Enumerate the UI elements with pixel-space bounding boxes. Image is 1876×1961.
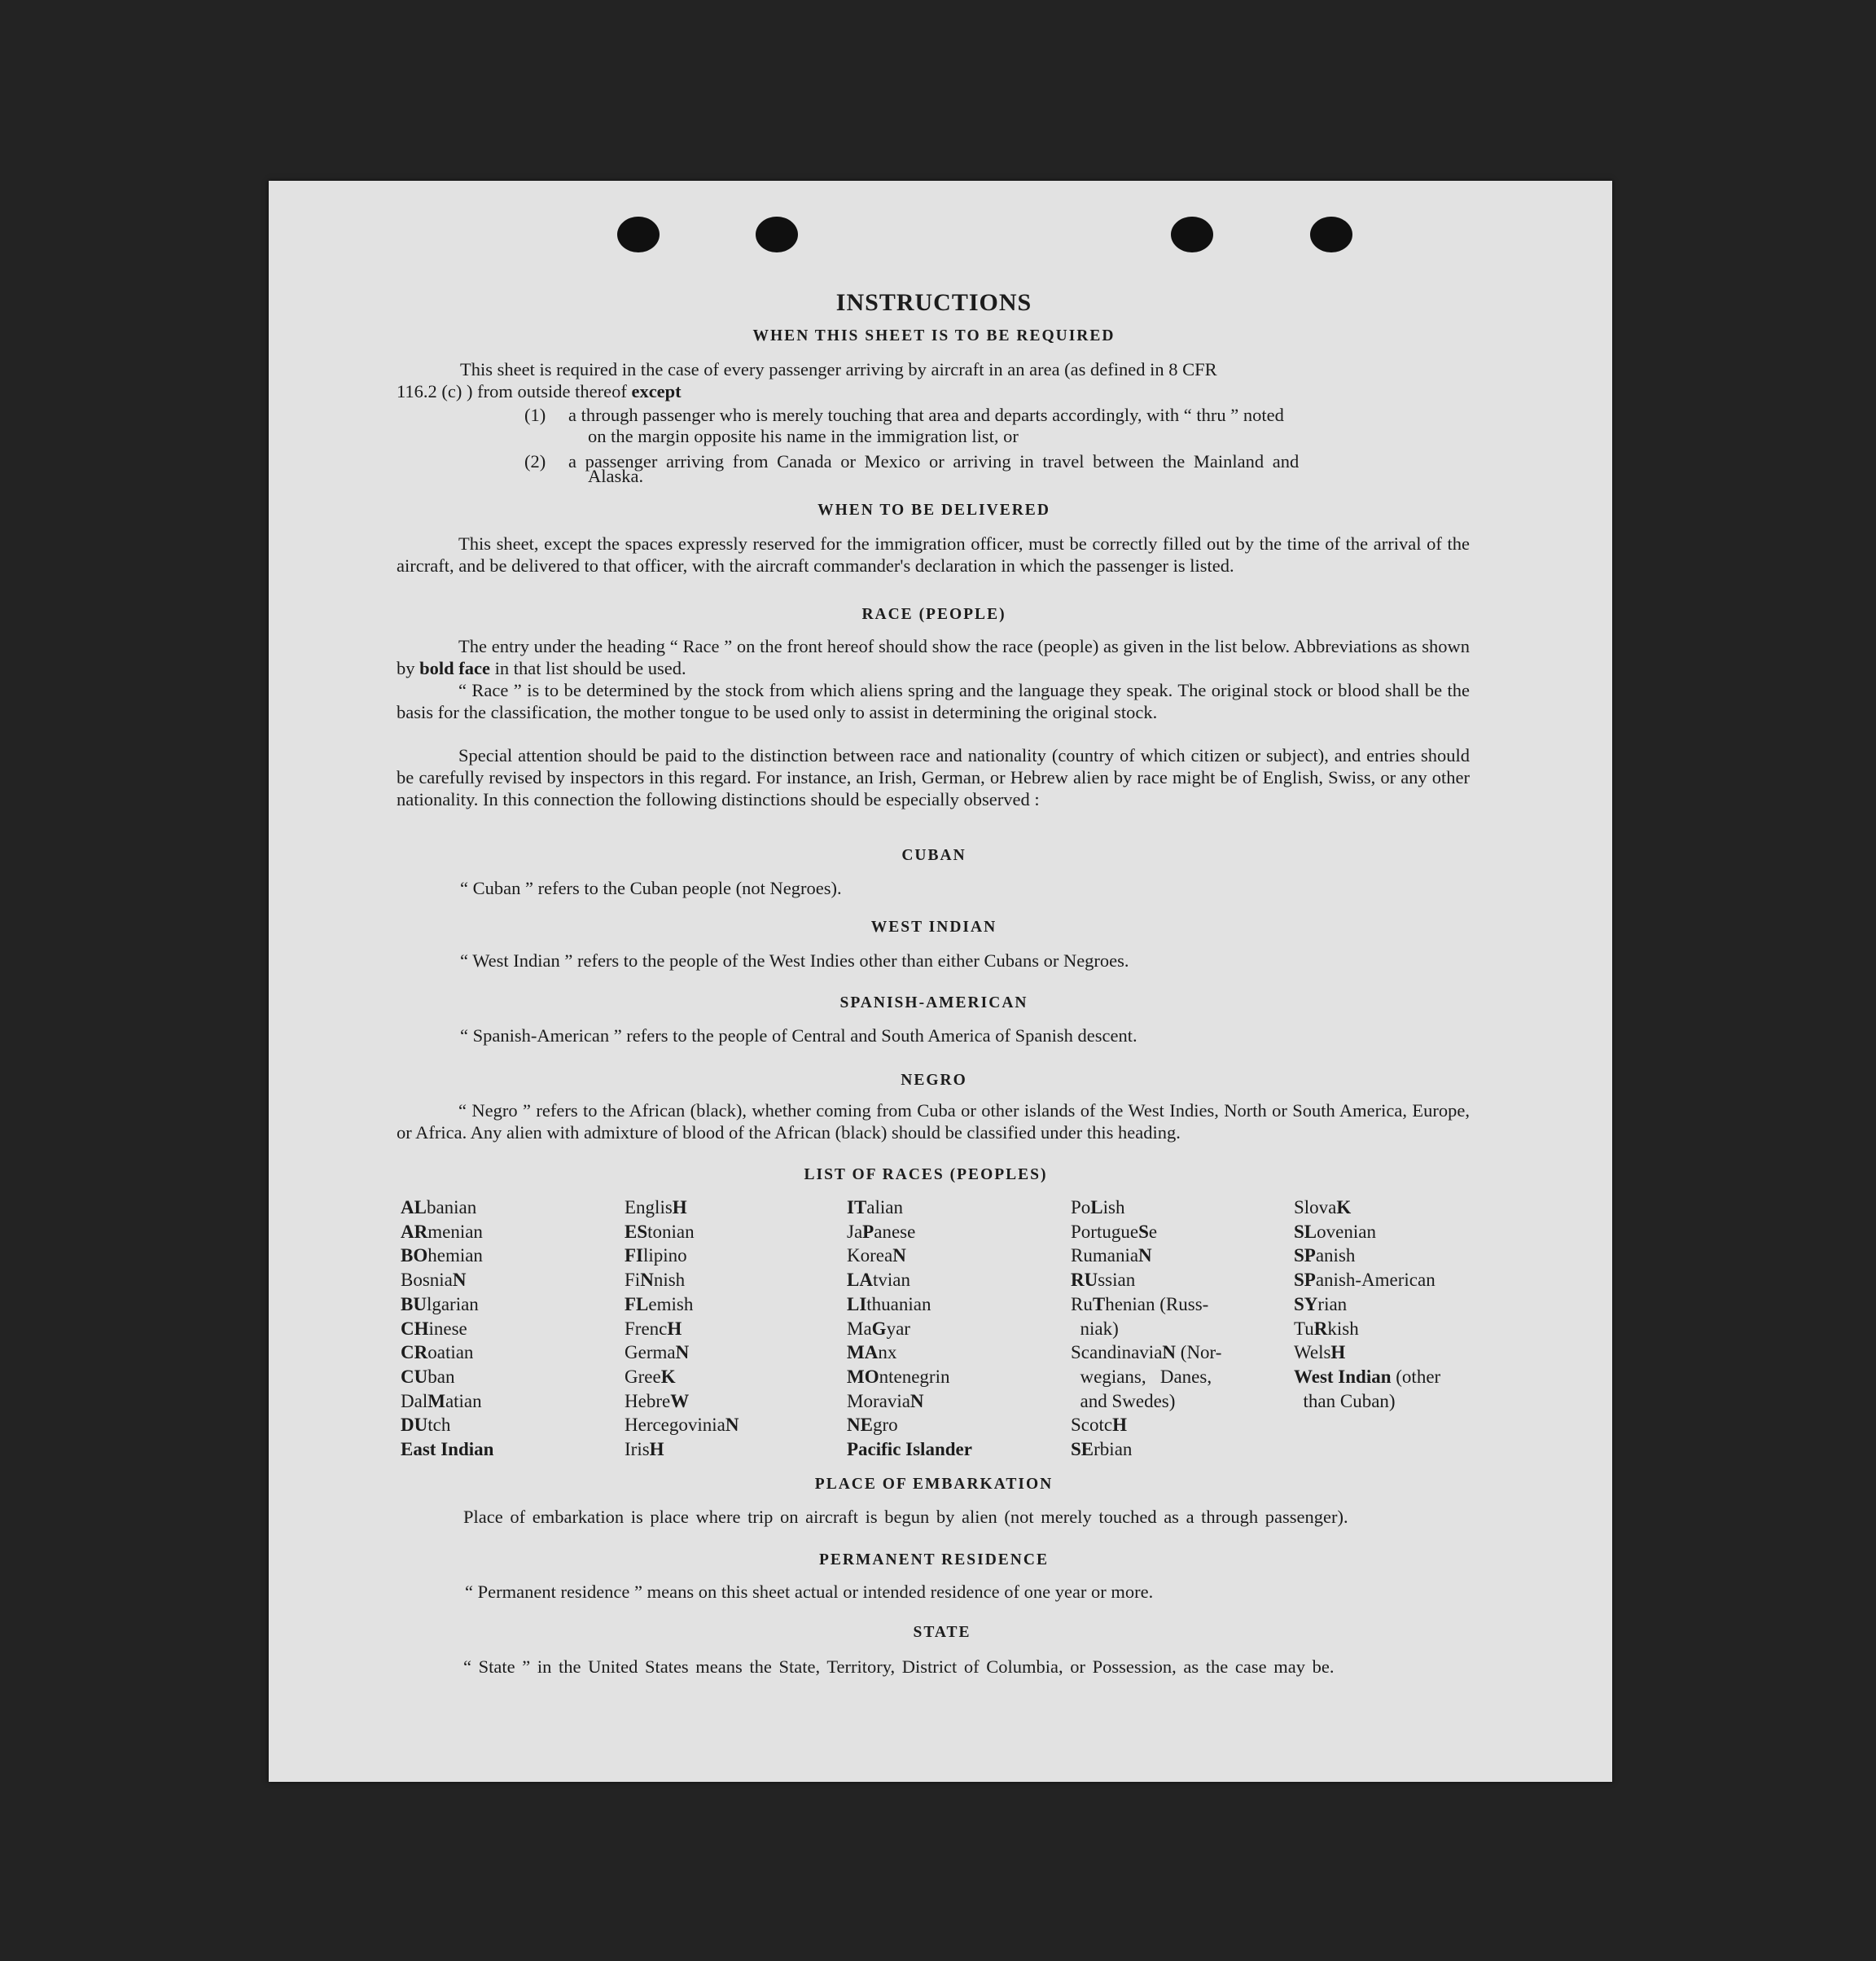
race-entry: FIlipino bbox=[625, 1245, 687, 1266]
races-column-5 bbox=[1294, 1195, 1440, 1413]
race-entry: SPanish bbox=[1294, 1245, 1356, 1266]
race-entry: FiNnish bbox=[625, 1270, 686, 1291]
race-entry: RumaniaN bbox=[1071, 1245, 1152, 1266]
race-entry: SErbian bbox=[1071, 1439, 1133, 1460]
race-entry: ITalian bbox=[847, 1197, 903, 1217]
residence-text: “ Permanent residence ” means on this sheet actual or intended residence of one year or more. bbox=[465, 1582, 1154, 1602]
race-entry: ScotcH bbox=[1071, 1415, 1127, 1436]
race-entry: MAnx bbox=[847, 1342, 897, 1363]
state-paragraph: “ State ” in the United States means the State, Territory, District of Columbia, or Possession, as the case may be. bbox=[463, 1656, 1335, 1677]
race-entry: SLovenian bbox=[1294, 1221, 1376, 1242]
race-entry: TuRkish bbox=[1294, 1318, 1359, 1339]
race-entry: FLemish bbox=[625, 1293, 694, 1314]
cuban-text: “ Cuban ” refers to the Cuban people (not Negroes). bbox=[460, 878, 842, 898]
race-entry: RuThenian (Russ- bbox=[1071, 1293, 1209, 1314]
required-intro-line2: 116.2 (c) ) from outside thereof except bbox=[397, 381, 682, 401]
race-entry: SPanish-American bbox=[1294, 1270, 1435, 1291]
heading-race: RACE (PEOPLE) bbox=[861, 606, 1006, 623]
race-entry: BUlgarian bbox=[401, 1293, 479, 1314]
race-entry: JaPanese bbox=[847, 1221, 916, 1242]
required-intro-line1: This sheet is required in the case of every passenger arriving by aircraft in an area (as defined in 8 CFR bbox=[460, 359, 1217, 379]
page-title: INSTRUCTIONS bbox=[835, 289, 1032, 316]
race-entry: BosniaN bbox=[401, 1270, 467, 1291]
except-bold: except bbox=[631, 381, 682, 401]
race-entry: than Cuban) bbox=[1294, 1390, 1396, 1411]
race-entry: PortugueSe bbox=[1071, 1221, 1158, 1242]
heading-when-required: WHEN THIS SHEET IS TO BE REQUIRED bbox=[752, 327, 1116, 344]
race-entry: EStonian bbox=[625, 1221, 695, 1242]
race-entry: DalMatian bbox=[401, 1390, 482, 1411]
embarkation-paragraph: Place of embarkation is place where trip on aircraft is begun by alien (not merely touched as a through passenger). bbox=[463, 1507, 1348, 1527]
heading-when-delivered: WHEN TO BE DELIVERED bbox=[817, 502, 1050, 519]
race-entry: KoreaN bbox=[847, 1245, 906, 1266]
delivered-paragraph: This sheet, except the spaces expressly reserved for the immigration officer, must be correctly filled out by the time of the arrival of the aircraft, and be delivered to that officer, with the aircraft commander's declaration in which the passenger is listed. bbox=[397, 533, 1470, 576]
race-entry: DUtch bbox=[401, 1415, 451, 1436]
heading-west-indian: WEST INDIAN bbox=[870, 919, 997, 936]
heading-list-of-races: LIST OF RACES (PEOPLES) bbox=[804, 1166, 1048, 1183]
race-entry: ARmenian bbox=[401, 1221, 483, 1242]
race-entry: IrisH bbox=[625, 1439, 664, 1460]
races-column-4 bbox=[1071, 1195, 1221, 1462]
race-entry: wegians, Danes, bbox=[1071, 1366, 1212, 1387]
race-entry: HebreW bbox=[625, 1390, 690, 1411]
race-paragraph-3: Special attention should be paid to the distinction between race and nationality (country of which citizen or subject), and entries should be carefully revised by inspectors in this regard. For instance, an Irish, German, or Hebrew alien by race might be of English, Swiss, or any other nationality. In this connection the following distinctions should be especially observed : bbox=[397, 745, 1470, 809]
races-column-2 bbox=[625, 1195, 739, 1462]
race-entry: HercegoviniaN bbox=[625, 1415, 739, 1436]
document-sheet: INSTRUCTIONS WHEN THIS SHEET IS TO BE REQUIRED This sheet is required in the case of every passenger arriving by aircraft in an area (as defined in 8 CFR 116.2 (c) ) from outside thereof except (1) a through passenger who is merely touching that area and departs accordingly, with “ thru ” noted on the margin opposite his name in the immigration list, or (2) a passenger arriving from Canada or Mexico or arriving in travel between the Mainland and Alaska. WHEN TO BE DELIVERED This sheet, except the spaces expressly reserved for the immigration officer, must be correctly filled out by the time of the arrival of the aircraft, and be delivered to that officer, with the aircraft commander's declaration in which the passenger is listed. RACE (PEOPLE) The entry under the heading “ Race ” on the front hereof should show the race (people) as given in the list below. Abbreviations as shown by bold face in that list should be used. “ Race ” is to be determined by the stock from which aliens spring and the language they speak. The original stock or blood shall be the basis for the classification, the mother tongue to be used only to assist in determining the original stock. Special attention should be paid to the distinction between race and nationality (country of which citizen or subject), and entries should be carefully revised by inspectors in this regard. For instance, an Irish, German, or Hebrew alien by race might be of English, Swiss, or any other nationality. In this connection the following distinctions should be especially observed : CUBAN “ Cuban ” refers to the Cuban people (not Negroes). WEST INDIAN “ West Indian ” refers to the people of the West Indies other than either Cubans or Negroes. SPANISH-AMERICAN “ Spanish-American ” refers to the people of Central and South America of Spanish descent. NEGRO “ Negro ” refers to the African (black), whether coming from Cuba or other islands of the West Indies, North or South America, Europe, or Africa. Any alien with admixture of blood of the African (black) should be classified under this heading. LIST OF RACES (PEOPLES) ALbanian ARmenian BOhemian BosniaN BUlgarian CHinese CRoatian CUban DalMatian DUtch East Indian EnglisH EStonian FIlipino FiNnish FLemish FrencH GermaN GreeK HebreW HercegoviniaN IrisH ITalian JaPanese KoreaN LAtvian LIthuanian MaGyar MAnx MOntenegrin MoraviaN NEgro Pacific Islander PoLish PortugueSe RumaniaN RUssian RuThenian (Russ- niak) ScandinaviaN (Nor- wegians, Danes, and Swedes) ScotcH SErbian SlovaK SLovenian SPanish SPanish-American SYrian TuRkish WelsH West Indian (other than Cuban) PLACE OF EMBARKATION Place of embarkation is place where trip on aircraft is begun by alien (not merely touched as a through passenger). PERMANENT RESIDENCE “ Permanent residence ” means on this sheet actual or intended residence of one year or more. STATE “ State ” in the United States means the State, Territory, District of Columbia, or Possession, as the case may be. bbox=[269, 181, 1612, 1782]
race-entry: GreeK bbox=[625, 1366, 676, 1387]
race-paragraph-2: “ Race ” is to be determined by the stock from which aliens spring and the language they speak. The original stock or blood shall be the basis for the classification, the mother tongue to be used only to assist in determining the original stock. bbox=[397, 680, 1470, 722]
races-column-3 bbox=[847, 1195, 972, 1462]
negro-paragraph: “ Negro ” refers to the African (black), whether coming from Cuba or other islands of the West Indies, North or South America, Europe, or Africa. Any alien with admixture of blood of the African (black) should be classified under this heading. bbox=[397, 1100, 1470, 1143]
heading-negro: NEGRO bbox=[901, 1072, 967, 1089]
spanish-american-text: “ Spanish-American ” refers to the people of Central and South America of Spanish descent. bbox=[460, 1025, 1137, 1046]
race-entry: CRoatian bbox=[401, 1342, 474, 1363]
race-entry: RUssian bbox=[1071, 1270, 1136, 1291]
punch-hole bbox=[617, 217, 660, 252]
heading-cuban: CUBAN bbox=[901, 847, 966, 864]
race-paragraph-1: The entry under the heading “ Race ” on the front hereof should show the race (people) as given in the list below. Abbreviations as shown by bold face in that list should be used. bbox=[397, 636, 1470, 678]
race-entry: Pacific Islander bbox=[847, 1439, 972, 1460]
race-entry: WelsH bbox=[1294, 1342, 1346, 1363]
race-entry: LAtvian bbox=[847, 1270, 910, 1291]
race-entry: BOhemian bbox=[401, 1245, 483, 1266]
heading-spanish-american: SPANISH-AMERICAN bbox=[839, 994, 1028, 1011]
race-entry: SYrian bbox=[1294, 1293, 1348, 1314]
heading-embarkation: PLACE OF EMBARKATION bbox=[814, 1476, 1054, 1493]
race-entry: SlovaK bbox=[1294, 1197, 1352, 1217]
race-entry: and Swedes) bbox=[1071, 1390, 1176, 1411]
race-entry: PoLish bbox=[1071, 1197, 1125, 1217]
race-entry: CUban bbox=[401, 1366, 455, 1387]
race-entry: ALbanian bbox=[401, 1197, 477, 1217]
heading-permanent-residence: PERMANENT RESIDENCE bbox=[819, 1551, 1049, 1568]
race-entry: LIthuanian bbox=[847, 1293, 931, 1314]
west-indian-text: “ West Indian ” refers to the people of the West Indies other than either Cubans or Negroes. bbox=[460, 950, 1129, 971]
race-entry: MOntenegrin bbox=[847, 1366, 950, 1387]
race-entry: ScandinaviaN (Nor- bbox=[1071, 1342, 1222, 1363]
heading-state: STATE bbox=[913, 1624, 971, 1641]
race-entry: MaGyar bbox=[847, 1318, 910, 1339]
punch-hole bbox=[756, 217, 798, 252]
race-entry: niak) bbox=[1071, 1318, 1119, 1339]
race-entry: West Indian (other bbox=[1294, 1366, 1441, 1387]
race-entry: MoraviaN bbox=[847, 1390, 924, 1411]
punch-hole bbox=[1310, 217, 1352, 252]
race-entry: NEgro bbox=[847, 1415, 898, 1436]
races-column-1 bbox=[401, 1195, 493, 1462]
race-entry: CHinese bbox=[401, 1318, 467, 1339]
race-entry: EnglisH bbox=[625, 1197, 687, 1217]
race-entry: FrencH bbox=[625, 1318, 682, 1339]
race-entry: East Indian bbox=[401, 1439, 494, 1460]
punch-hole bbox=[1171, 217, 1213, 252]
race-entry: GermaN bbox=[625, 1342, 690, 1363]
